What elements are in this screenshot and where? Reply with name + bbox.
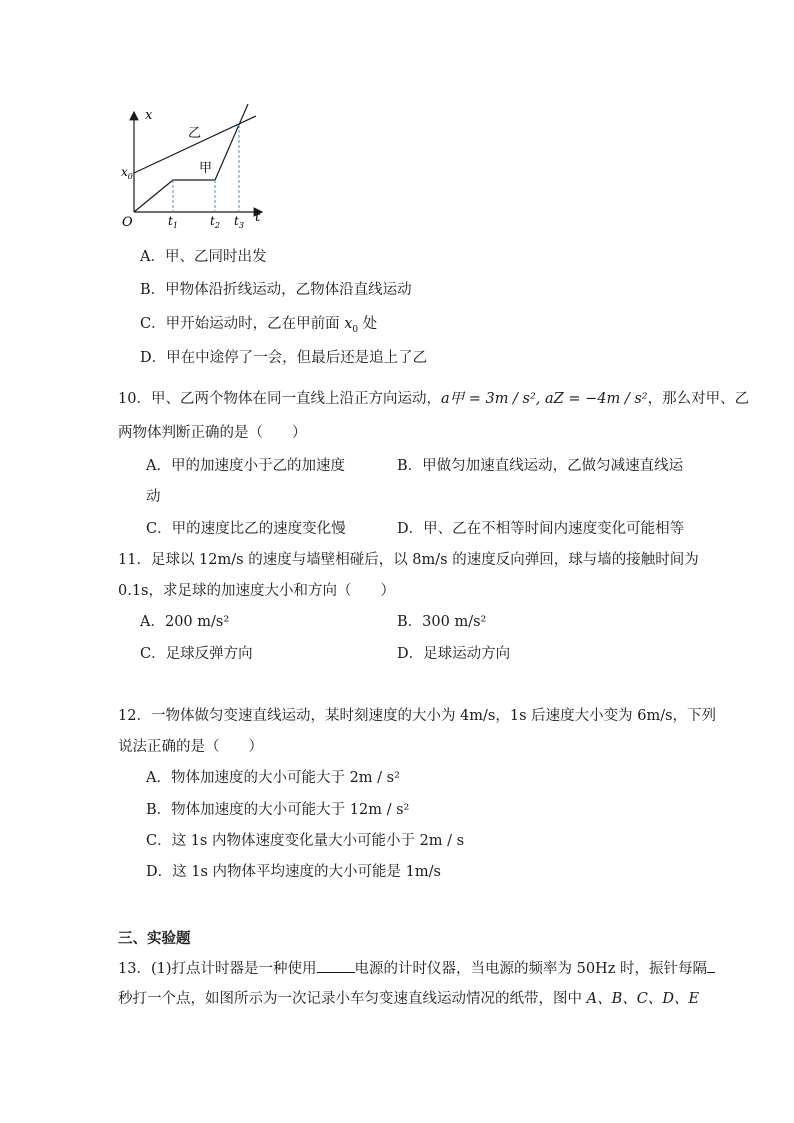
q9-option-c-post: 处 (358, 316, 378, 332)
q13-line2-letters: A、B、C、D、E (586, 991, 700, 1007)
q10-stem-line1 (118, 389, 749, 409)
q11-option-c: C．足球反弹方向 (140, 646, 253, 662)
t1-label: $t_1$ (168, 214, 178, 230)
q10-option-c: C．甲的速度比乙的速度变化慢 (146, 521, 346, 537)
q12-option-a: A．物体加速度的大小可能大于 2m / s² (146, 770, 400, 786)
q13-line2-pre: 秒打一个点，如图所示为一次记录小车匀变速直线运动情况的纸带，图中 (118, 991, 587, 1007)
q13-line1-post: 电源的计时仪器，当电源的频率为 50Hz 时，振针每隔 (354, 961, 707, 977)
q12-stem-line2: 说法正确的是（ ） (118, 739, 263, 755)
q13-line1 (118, 958, 715, 979)
q11-stem-line1: 11．足球以 12m/s 的速度与墙壁相碰后，以 8m/s 的速度反向弹回，球与墙的接触时间为 (118, 552, 699, 568)
q9-option-d: D．甲在中途停了一会，但最后还是追上了乙 (140, 350, 428, 366)
xt-graph (118, 104, 268, 232)
q9-option-a: A．甲、乙同时出发 (140, 249, 267, 265)
q9-option-c-x: x (344, 316, 353, 332)
q12-option-b: B．物体加速度的大小可能大于 12m / s² (146, 802, 410, 818)
q12-option-d: D．这 1s 内物体平均速度的大小可能是 1m/s (146, 864, 441, 880)
q10-option-a: A．甲的加速度小于乙的加速度 (146, 458, 345, 474)
axis-x-label: t (255, 210, 261, 225)
q11-option-b: B．300 m/s² (397, 614, 487, 630)
q13-blank-1 (317, 958, 355, 973)
q11-option-d: D．足球运动方向 (397, 646, 511, 662)
q11-option-a: A．200 m/s² (140, 614, 230, 630)
q9-option-c (140, 314, 377, 340)
q12-option-c: C．这 1s 内物体速度变化量大小可能小于 2m / s (146, 833, 465, 849)
label-yi: 乙 (188, 126, 202, 141)
q9-option-b: B．甲物体沿折线运动，乙物体沿直线运动 (140, 282, 412, 298)
q10-option-b-cont: 动 (146, 489, 161, 505)
axis-y-label: x (145, 108, 153, 123)
t2-label: $t_2$ (210, 214, 220, 230)
section-heading: 三、实验题 (118, 930, 191, 947)
q10-option-b: B．甲做匀加速直线运动，乙做匀减速直线运 (397, 458, 684, 474)
q13-blank-2 (707, 958, 715, 973)
q9-option-c-sub: 0 (352, 324, 359, 335)
origin-label: O (122, 215, 133, 230)
q10-option-d: D．甲、乙在不相等时间内速度变化可能相等 (397, 521, 685, 537)
q10-stem-line2: 两物体判断正确的是（ ） (118, 425, 307, 441)
q13-line1-pre: 13．(1)打点计时器是一种使用 (118, 961, 317, 977)
label-jia: 甲 (199, 161, 213, 176)
q12-stem-line1: 12．一物体做匀变速直线运动，某时刻速度的大小为 4m/s，1s 后速度大小变为 6m/s，下列 (118, 708, 717, 724)
q10-stem-post: ，那么对甲、乙 (647, 391, 750, 407)
line-yi (134, 116, 256, 173)
q9-option-c-pre: C．甲开始运动时，乙在甲前面 (140, 316, 345, 332)
q11-stem-line2: 0.1s，求足球的加速度大小和方向（ ） (118, 583, 395, 599)
t3-label: $t_3$ (234, 214, 244, 230)
x0-label: $x_0$ (121, 165, 133, 181)
q10-stem-pre: 10．甲、乙两个物体在同一直线上沿正方向运动， (118, 391, 441, 407)
q13-line2 (118, 989, 699, 1009)
q10-formula: a甲 = 3m / s², aZ = −4m / s² (440, 391, 648, 407)
